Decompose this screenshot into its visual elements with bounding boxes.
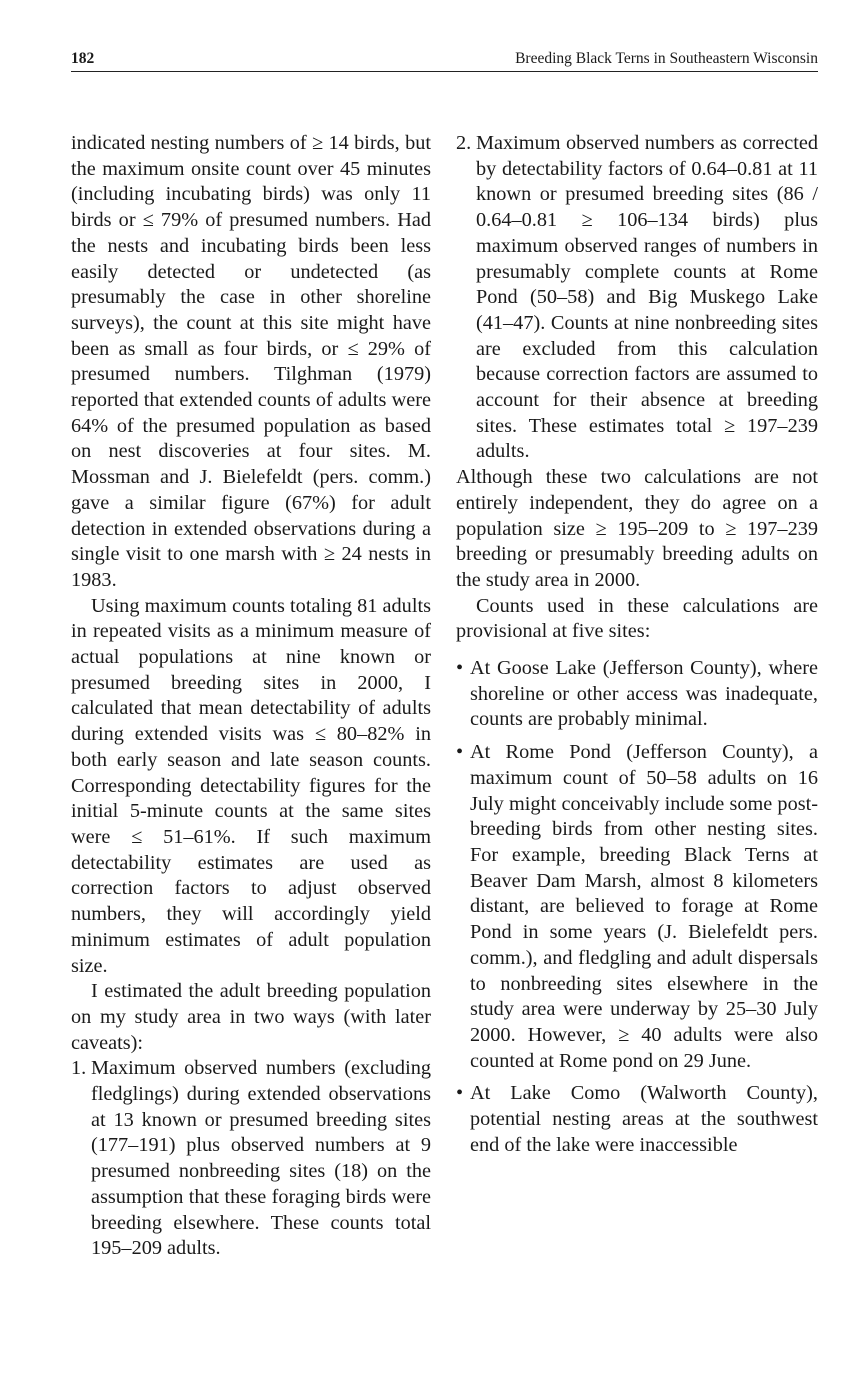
bullet-text: At Goose Lake (Jefferson County), where shoreline or other access was inadequate, counts are probably minimal. bbox=[470, 657, 818, 731]
header-rule bbox=[71, 71, 818, 72]
page-header bbox=[71, 44, 818, 70]
numbered-item-2 bbox=[456, 131, 818, 465]
bullet-icon: • bbox=[456, 741, 464, 764]
running-title: Breeding Black Terns in Southeastern Wisconsin bbox=[515, 50, 818, 67]
bullet-icon: • bbox=[456, 1082, 464, 1105]
bullet-icon: • bbox=[456, 657, 464, 680]
bullet-item-lake-como bbox=[456, 1081, 818, 1158]
bullet-text: At Rome Pond (Jefferson County), a maximum count of 50–58 adults on 16 July might conceivably include some post-breeding birds from other nesting sites. For example, breeding Black Terns at Beaver Dam Marsh, almost 8 kilometers distant, are believed to forage at Rome Pond in some years (J. Bielefeldt pers. comm.), and fledgling and adult dispersals to nonbreeding sites elsewhere in the study area were underway by 25–30 July 2000. However, ≥ 40 adults were also counted at Rome pond on 29 June. bbox=[470, 741, 818, 1072]
paragraph-provisional: Counts used in these calculations are provisional at five sites: bbox=[456, 594, 818, 643]
item-number: 1. bbox=[71, 1057, 87, 1080]
numbered-item-1 bbox=[71, 1056, 431, 1262]
item-text: Maximum observed numbers (excluding fledglings) during extended observations at 13 known or presumed breeding sites (177–191) plus observed numbers at 9 presumed nonbreeding sites (18) on the assumption that these foraging birds were breeding elsewhere. These counts total 195–209 adults. bbox=[91, 1057, 431, 1260]
paragraph-continued: indicated nesting numbers of ≥ 14 birds, but the maximum onsite count over 45 minutes (including incubating birds) was only 11 birds or ≤ 79% of presumed numbers. Had the nests and incubating birds been less easily detected or undetected (as presumably the case in other shoreline surveys), the count at this site might have been as small as four birds, or ≤ 29% of presumed numbers. Tilghman (1979) reported that extended counts of adults were 64% of the presumed population as based on nest discoveries at four sites. M. Mossman and J. Bielefeldt (pers. comm.) gave a similar figure (67%) for adult detection in extended observations during a single visit to one marsh with ≥ 24 nests in 1983. bbox=[71, 132, 431, 591]
bullet-item-goose-lake bbox=[456, 656, 818, 733]
bullet-text: At Lake Como (Walworth County), potential nesting areas at the southwest end of the lake were inaccessible bbox=[470, 1082, 818, 1156]
right-column bbox=[456, 131, 818, 1158]
paragraph-estimation-intro: I estimated the adult breeding population on my study area in two ways (with later caveats): bbox=[71, 980, 431, 1054]
page-number: 182 bbox=[71, 50, 95, 67]
paragraph-agreement: Although these two calculations are not entirely independent, they do agree on a population size ≥ 195–209 to ≥ 197–239 breeding or presumably breeding adults on the study area in 2000. bbox=[456, 466, 818, 591]
left-column bbox=[71, 131, 431, 1262]
bullet-item-rome-pond bbox=[456, 740, 818, 1074]
item-number: 2. bbox=[456, 132, 472, 154]
paragraph-detectability: Using maximum counts totaling 81 adults in repeated visits as a minimum measure of actual populations at nine known or presumed breeding sites in 2000, I calculated that mean detectability of adults during extended visits was ≤ 80–82% in both early season and late season counts. Corresponding detectability figures for the initial 5-minute counts at the same sites were ≤ 51–61%. If such maximum detectability estimates are used as correction factors to adjust observed numbers, they will accordingly yield minimum estimates of adult population size. bbox=[71, 594, 431, 977]
item-text: Maximum observed numbers as corrected by detectability factors of 0.64–0.81 at 11 known or presumed breeding sites (86 / 0.64–0.81 ≥ 106–134 birds) plus maximum observed ranges of numbers in presumably complete counts at Rome Pond (50–58) and Big Muskego Lake (41–47). Counts at nine nonbreeding sites are excluded from this calculation because correction factors are assumed to account for their absence at breeding sites. These estimates total ≥ 197–239 adults. bbox=[476, 132, 818, 463]
